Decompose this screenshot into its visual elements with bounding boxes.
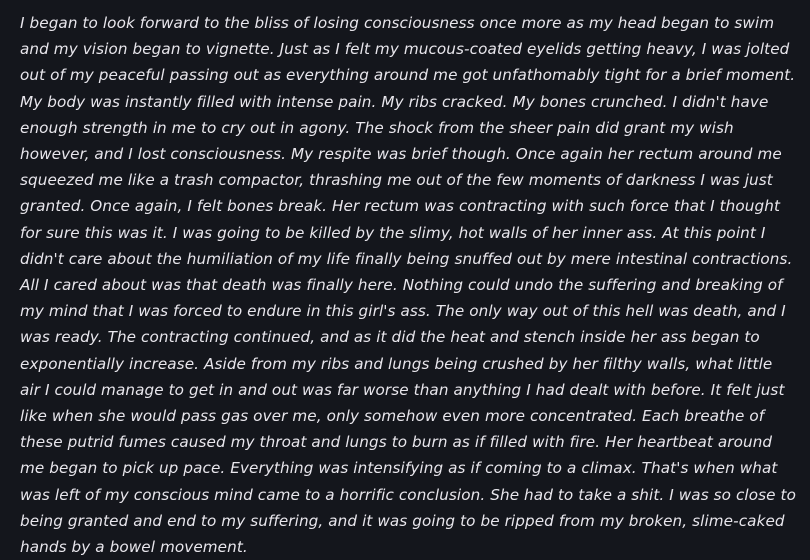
story-body-text: I began to look forward to the bliss of losing consciousness once more as my head began to swim and my vision began to vignette. Just as I felt my mucous-coated eyelids getting heavy, I was jolted out of my peaceful passing out as everything around me got unfathomably tight for a brief moment. My body was instantly filled with intense pain. My ribs cracked. My bones crunched. I didn't have enough strength in me to cry out in agony. The shock from the sheer pain did grant my wish however, and I lost consciousness. My respite was brief though. Once again her rectum around me squeezed me like a trash compactor, thrashing me out of the few moments of darkness I was just granted. Once again, I felt bones break. Her rectum was contracting with such force that I thought for sure this was it. I was going to be killed by the slimy, hot walls of her inner ass. At this point I didn't care about the humiliation of my life finally being snuffed out by mere intestinal contractions. All I cared about was that death was finally here. Nothing could undo the suffering and breaking of my mind that I was forced to endure in this girl's ass. The only way out of this hell was death, and I was ready. The contracting continued, and as it did the heat and stench inside her ass began to exponentially increase. Aside from my ribs and lungs being crushed by her filthy walls, what little air I could manage to get in and out was far worse than anything I had dealt with before. It felt just like when she would pass gas over me, only somehow even more concentrated. Each breathe of these putrid fumes caused my throat and lungs to burn as if filled with fire. Her heartbeat around me began to pick up pace. Everything was intensifying as if coming to a climax. That's when what was left of my conscious mind came to a horrific conclusion. She had to take a shit. I was so close to being granted and end to my suffering, and it was going to be ripped from my broken, slime-caked hands by a bowel movement. [20, 14, 801, 557]
